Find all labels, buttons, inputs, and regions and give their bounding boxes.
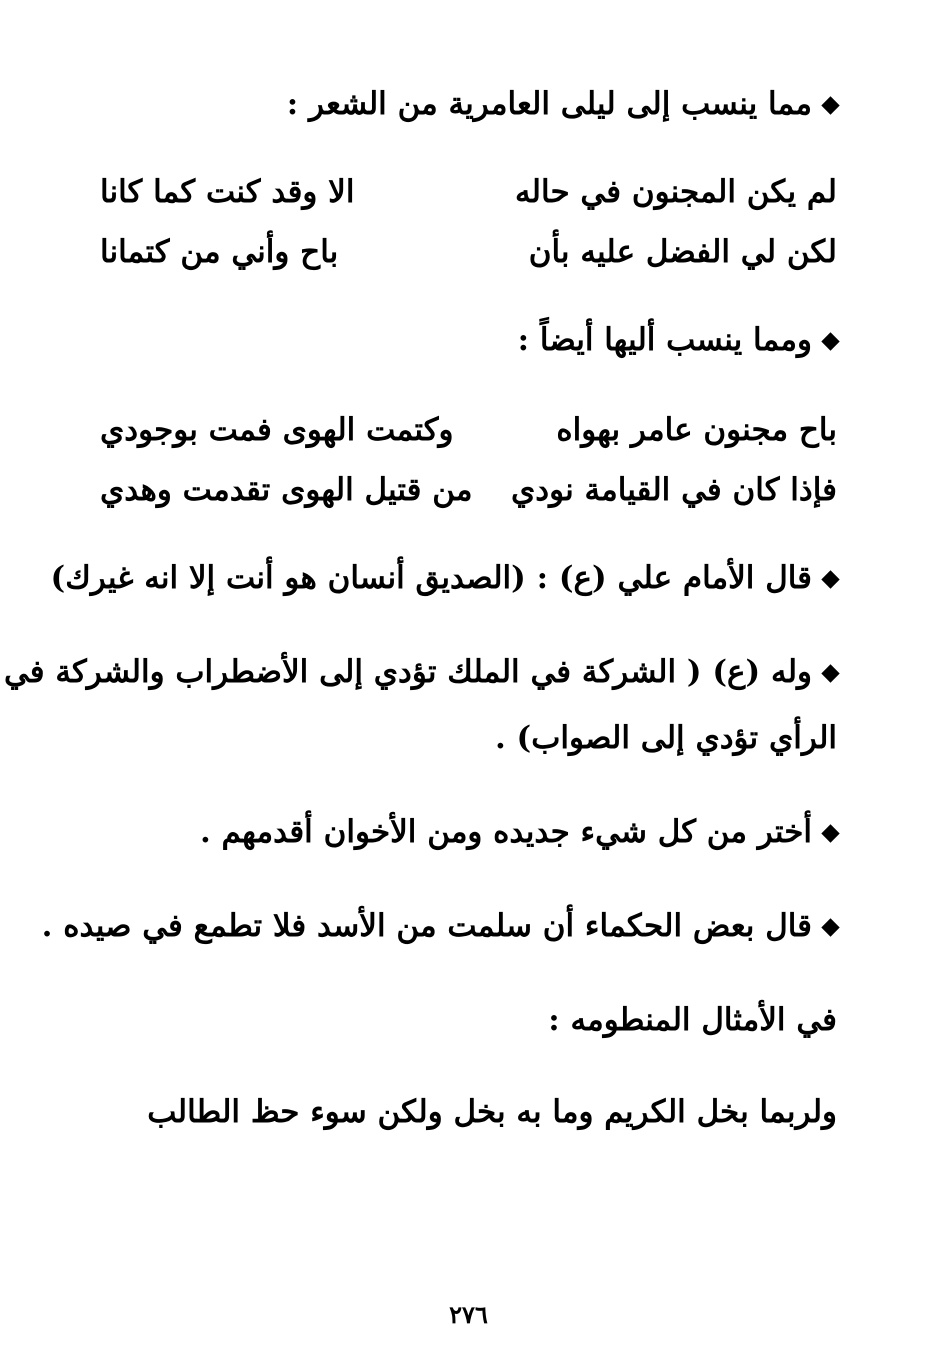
bullet-text: مما ينسب إلى ليلى العامرية من الشعر : — [286, 86, 812, 122]
bullet-item-continuation — [495, 716, 837, 760]
bullet-item-choose-new — [200, 810, 837, 854]
poem-verse — [100, 408, 837, 452]
poem-verse — [100, 230, 837, 274]
bullet-text: ومما ينسب أليها أيضاً : — [517, 322, 812, 358]
poem-verse — [100, 170, 837, 214]
bullet-item-laila-intro — [287, 82, 837, 126]
bullet-item-imam-ali-quote — [51, 556, 837, 600]
page-number: ٢٧٦ — [449, 1300, 488, 1329]
diamond-bullet-icon — [821, 96, 839, 114]
verse-second-hemistich: باح وأني من كتمانا — [100, 234, 339, 270]
bullet-text: قال بعض الحكماء أن سلمت من الأسد فلا تطمع في صيده . — [41, 908, 812, 944]
diamond-bullet-icon — [821, 664, 839, 682]
verse-first-hemistich: لم يكن المجنون في حاله — [514, 174, 837, 210]
verse-second-hemistich: الا وقد كنت كما كانا — [100, 174, 355, 210]
bullet-item-also-attributed — [518, 318, 837, 362]
verse-second-hemistich: وكتمت الهوى فمت بوجودي — [100, 412, 454, 448]
heading-text: في الأمثال المنطومه : — [548, 1002, 837, 1038]
verse-first-hemistich: باح مجنون عامر بهواه — [556, 412, 837, 448]
bullet-item-wise-saying — [42, 904, 837, 948]
diamond-bullet-icon — [821, 918, 839, 936]
verse-first-hemistich: لكن لي الفضل عليه بأن — [528, 234, 837, 270]
verse-first-hemistich: فإذا كان في القيامة نودي — [511, 472, 837, 508]
bullet-item-partnership-quote — [4, 650, 837, 694]
bullet-text: قال الأمام علي (ع) : (الصديق أنسان هو أنت إلا انه غيرك) — [50, 560, 812, 596]
proverb-verse — [147, 1090, 837, 1134]
bullet-text: أختر من كل شيء جديده ومن الأخوان أقدمهم . — [199, 814, 812, 850]
poem-verse — [100, 468, 837, 512]
verse-second-hemistich: من قتيل الهوى تقدمت وهدي — [100, 472, 473, 508]
bullet-text-continuation: الرأي تؤدي إلى الصواب) . — [494, 720, 837, 756]
diamond-bullet-icon — [821, 570, 839, 588]
diamond-bullet-icon — [821, 824, 839, 842]
proverb-text: ولربما بخل الكريم وما به بخل ولكن سوء حظ الطالب — [147, 1094, 837, 1130]
bullet-text: وله (ع) ( الشركة في الملك تؤدي إلى الأضطراب والشركة في — [3, 654, 812, 690]
section-heading-proverbs — [548, 998, 837, 1042]
diamond-bullet-icon — [821, 332, 839, 350]
